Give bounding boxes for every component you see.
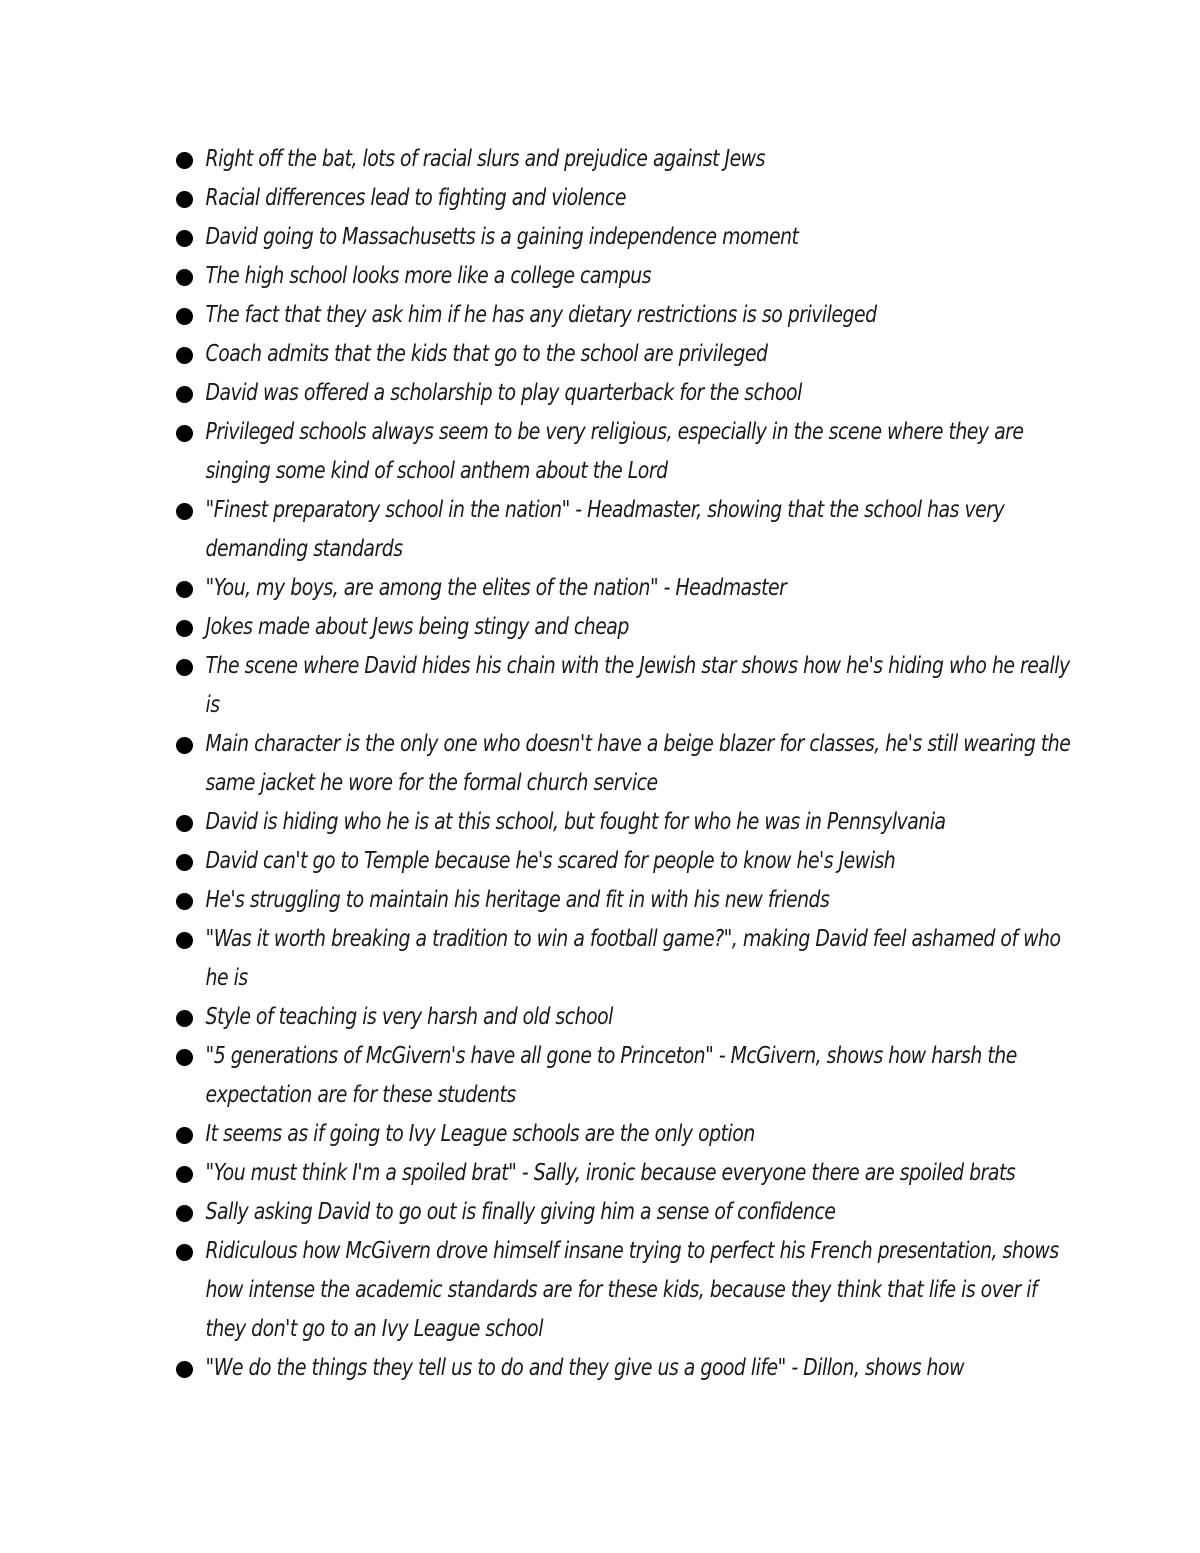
list-item xyxy=(176,491,1075,569)
note-text: The fact that they ask him if he has any dietary restrictions is so privileged xyxy=(205,302,877,328)
note-text: The scene where David hides his chain with the Jewish star shows how he's hiding who he really is xyxy=(205,653,1070,718)
bullet-icon xyxy=(176,1205,193,1222)
note-text: The high school looks more like a college campus xyxy=(205,263,652,289)
bullet-icon xyxy=(176,1049,193,1066)
bullet-icon xyxy=(176,815,193,832)
list-item xyxy=(176,1154,1075,1193)
bullet-icon xyxy=(176,1361,193,1378)
bullet-icon xyxy=(176,1166,193,1183)
note-text: Racial differences lead to fighting and violence xyxy=(205,185,627,211)
bullet-icon xyxy=(176,854,193,871)
note-text: "You must think I'm a spoiled brat" - Sally, ironic because everyone there are spoiled brats xyxy=(205,1160,1016,1186)
note-text: "Finest preparatory school in the nation" - Headmaster, showing that the school has very demanding standards xyxy=(205,497,1005,562)
note-text: Ridiculous how McGivern drove himself insane trying to perfect his French presentation, shows how intense the academic standards are for these kids, because they think that life is over if they don't go to an Ivy League school xyxy=(205,1238,1059,1342)
bullet-icon xyxy=(176,191,193,208)
note-text: Sally asking David to go out is finally giving him a sense of confidence xyxy=(205,1199,836,1225)
note-text: He's struggling to maintain his heritage and fit in with his new friends xyxy=(205,887,830,913)
bullet-icon xyxy=(176,269,193,286)
note-text: "We do the things they tell us to do and they give us a good life" - Dillon, shows how xyxy=(205,1355,965,1381)
list-item xyxy=(176,569,1075,608)
list-item xyxy=(176,1232,1075,1349)
notes-list xyxy=(176,140,1076,1388)
bullet-icon xyxy=(176,620,193,637)
bullet-icon xyxy=(176,1010,193,1027)
list-item xyxy=(176,803,1075,842)
bullet-icon xyxy=(176,581,193,598)
note-text: "You, my boys, are among the elites of the nation" - Headmaster xyxy=(205,575,787,601)
list-item xyxy=(176,998,1075,1037)
list-item xyxy=(176,335,1075,374)
note-text: David was offered a scholarship to play quarterback for the school xyxy=(205,380,802,406)
bullet-icon xyxy=(176,425,193,442)
list-item xyxy=(176,1037,1075,1115)
bullet-icon xyxy=(176,1127,193,1144)
note-text: Right off the bat, lots of racial slurs and prejudice against Jews xyxy=(205,146,765,172)
note-text: Style of teaching is very harsh and old school xyxy=(205,1004,613,1030)
list-item xyxy=(176,1193,1075,1232)
bullet-icon xyxy=(176,230,193,247)
bullet-icon xyxy=(176,737,193,754)
list-item xyxy=(176,647,1075,725)
list-item xyxy=(176,257,1075,296)
list-item xyxy=(176,1115,1075,1154)
note-text: Privileged schools always seem to be very religious, especially in the scene where they are singing some kind of school anthem about the Lord xyxy=(205,419,1024,484)
list-item xyxy=(176,374,1075,413)
list-item xyxy=(176,1349,1075,1388)
note-text: Coach admits that the kids that go to the school are privileged xyxy=(205,341,768,367)
list-item xyxy=(176,842,1075,881)
bullet-icon xyxy=(176,659,193,676)
list-item xyxy=(176,296,1075,335)
note-text: David going to Massachusetts is a gaining independence moment xyxy=(205,224,799,250)
note-text: It seems as if going to Ivy League schools are the only option xyxy=(205,1121,755,1147)
list-item xyxy=(176,725,1075,803)
bullet-icon xyxy=(176,347,193,364)
bullet-icon xyxy=(176,932,193,949)
note-text: Jokes made about Jews being stingy and cheap xyxy=(205,614,629,640)
list-item xyxy=(176,179,1075,218)
list-item xyxy=(176,140,1075,179)
bullet-icon xyxy=(176,1244,193,1261)
bullet-icon xyxy=(176,386,193,403)
bullet-icon xyxy=(176,308,193,325)
note-text: David can't go to Temple because he's scared for people to know he's Jewish xyxy=(205,848,896,874)
note-text: David is hiding who he is at this school, but fought for who he was in Pennsylvania xyxy=(205,809,946,835)
list-item xyxy=(176,881,1075,920)
note-text: "Was it worth breaking a tradition to win a football game?", making David feel ashamed of who he is xyxy=(205,926,1061,991)
list-item xyxy=(176,920,1075,998)
bullet-icon xyxy=(176,503,193,520)
bullet-icon xyxy=(176,152,193,169)
list-item xyxy=(176,218,1075,257)
note-text: "5 generations of McGivern's have all gone to Princeton" - McGivern, shows how harsh the expectation are for these students xyxy=(205,1043,1017,1108)
bullet-icon xyxy=(176,893,193,910)
list-item xyxy=(176,413,1075,491)
list-item xyxy=(176,608,1075,647)
note-text: Main character is the only one who doesn't have a beige blazer for classes, he's still wearing the same jacket he wore for the formal church service xyxy=(205,731,1071,796)
